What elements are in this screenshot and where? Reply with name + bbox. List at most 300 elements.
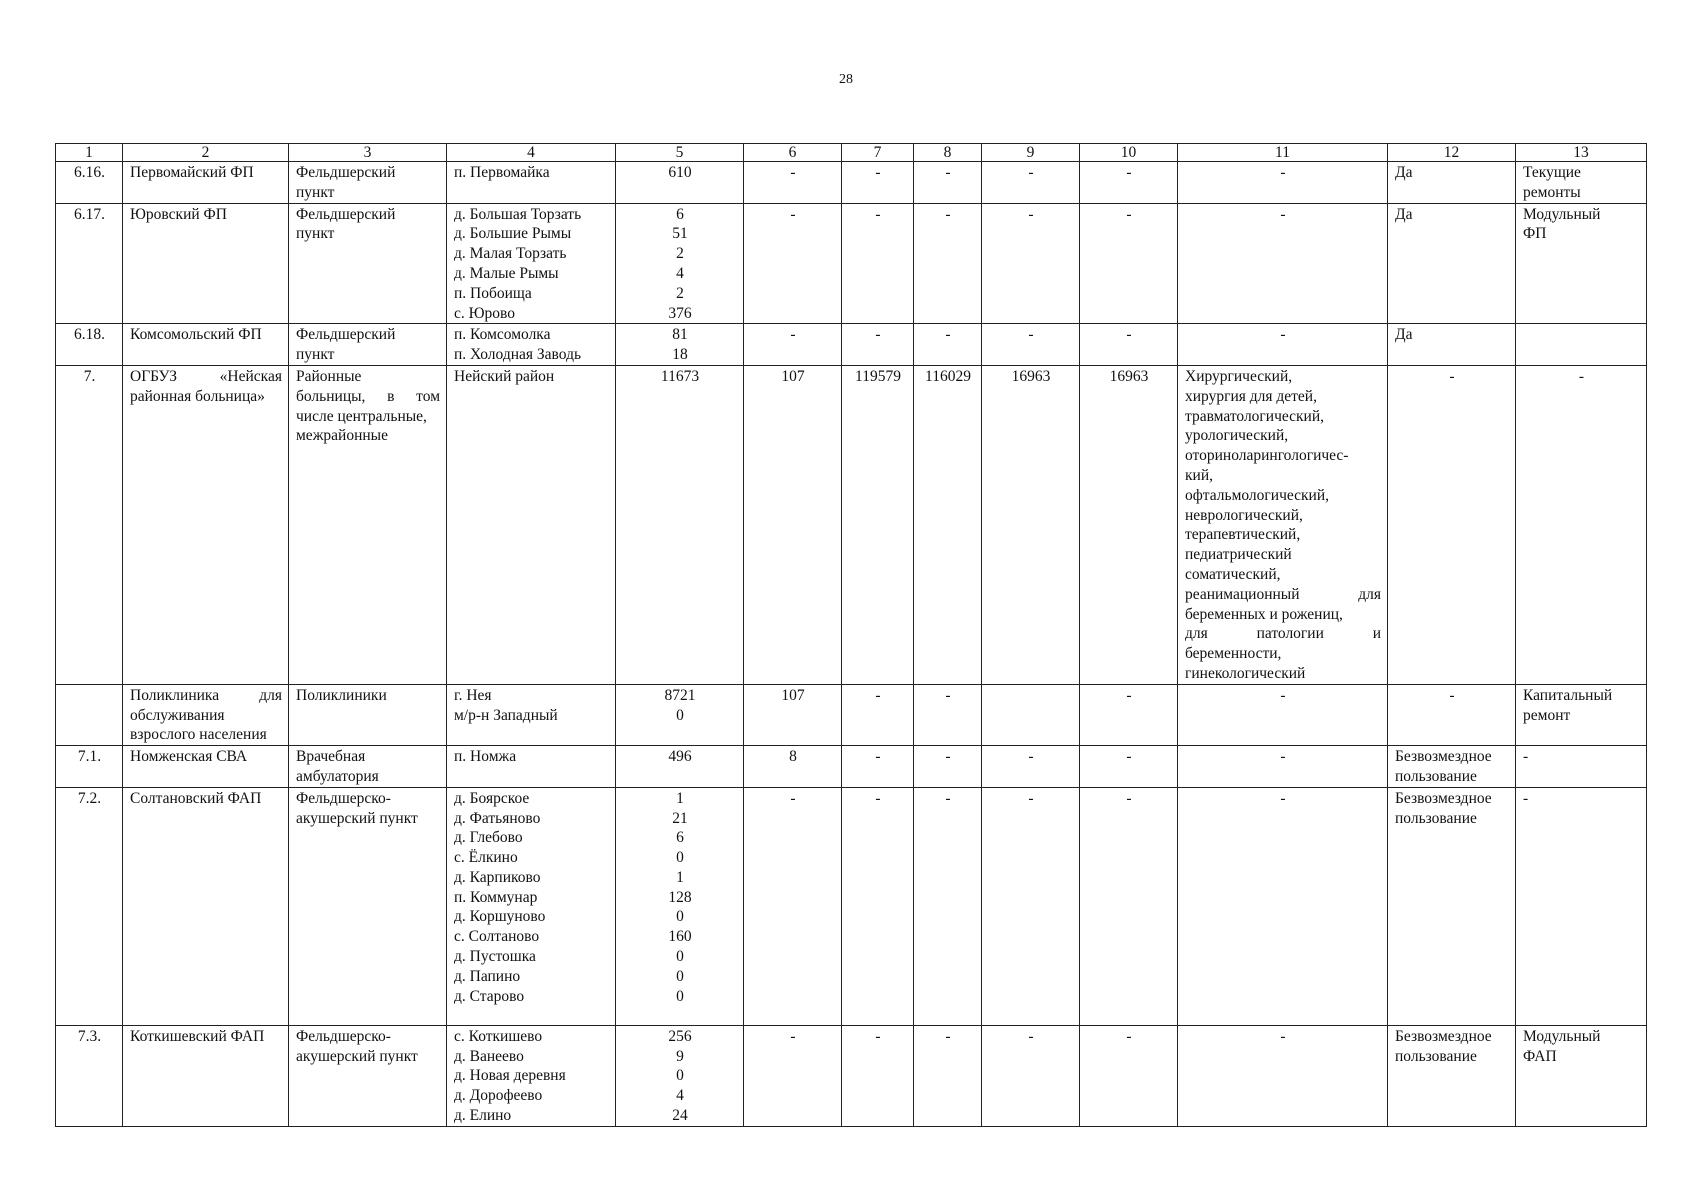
cell-line: кий, [1185,466,1213,484]
notes-cell [1516,787,1647,1025]
profiles-cell [1178,365,1388,684]
cell-line: д. Дорофеево [454,1087,543,1105]
cell-line: обслуживания [130,706,225,724]
cell-line: неврологический, [1185,506,1303,524]
cell-line: - [945,164,951,181]
col7-cell [842,324,914,366]
cell-line: д. Коршуново [454,908,546,926]
column-header: 9 [982,144,1080,162]
cell-line: - [945,326,951,344]
profiles-cell [1178,787,1388,1025]
cell-line: - [790,1027,796,1045]
col9-cell [982,324,1080,366]
cell-line: оториноларингологичес- [1185,447,1349,465]
settlements-cell [447,684,616,745]
col10-cell [1080,1025,1178,1126]
cell-line: Модульный [1523,205,1601,223]
cell-line: межрайонные [296,427,388,445]
cell-line: 21 [672,809,688,827]
cell-line: - [1280,789,1286,807]
cell-line: ремонты [1523,183,1581,201]
col8-cell [914,365,982,684]
status-cell [1388,746,1516,788]
cell-line: Да [1395,205,1413,223]
cell-line: - [945,686,951,704]
col7-cell [842,365,914,684]
cell-line: пользование [1395,767,1477,785]
profiles-cell [1178,1025,1388,1126]
column-header: 4 [447,144,616,162]
cell-line: д. Карпиково [454,868,541,886]
col6-cell [744,1025,842,1126]
cell-line: - [1028,1027,1034,1045]
cell-line: акушерский пункт [296,1047,418,1065]
cell-line: - [945,1027,951,1045]
cell-line: гинекологический [1185,664,1306,682]
cell-line: беременных и рожениц, [1185,605,1343,623]
settlements-cell [447,162,616,204]
cell-line: офтальмологический, [1185,486,1330,504]
table-row [56,1025,1647,1126]
cell-line: - [875,205,881,223]
col6-cell [744,365,842,684]
col10-cell [1080,162,1178,204]
table-row [56,162,1647,204]
cell-line: д. Большая Торзать [454,205,582,223]
column-header: 2 [123,144,289,162]
col10-cell [1080,787,1178,1025]
col6-cell [744,203,842,324]
cell-line: пункт [296,346,335,364]
cell-line: 2 [676,245,684,263]
cell-line: 11673 [660,367,700,385]
cell-line: хирургия для детей, [1185,387,1317,405]
col6-cell [744,787,842,1025]
population-cell [616,746,744,788]
cell-line: - [1449,367,1455,385]
cell-line: - [1280,326,1286,344]
col9-cell [982,746,1080,788]
notes-cell [1516,746,1647,788]
facility-type-cell [289,787,447,1025]
settlements-cell [447,365,616,684]
cell-line: Безвозмездное [1395,789,1492,807]
cell-line: 16963 [1109,367,1149,385]
table-body [56,162,1647,1127]
cell-line: 16963 [1011,367,1051,385]
cell-line: 6.17. [74,205,105,223]
cell-line: - [1523,748,1529,766]
cell-line: д. Елино [454,1106,512,1124]
cell-line: больницы, в том [296,387,440,405]
cell-line: Первомайский ФП [130,164,254,181]
column-header: 3 [289,144,447,162]
cell-line: педиатрический [1185,546,1292,564]
col9-cell [982,684,1080,745]
cell-line: ФАП [1523,1047,1557,1065]
settlements-cell [447,1025,616,1126]
cell-line: амбулатория [296,767,379,785]
cell-line: акушерский пункт [296,809,418,827]
cell-line: 4 [676,1087,684,1105]
status-cell [1388,1025,1516,1126]
cell-line: - [1523,789,1529,807]
cell-line: д. Папино [454,967,521,985]
cell-line: 8 [789,748,797,766]
cell-line: Хирургический, [1185,367,1293,385]
column-header: 7 [842,144,914,162]
cell-line: - [790,164,796,181]
cell-line: - [1280,748,1286,766]
cell-line: пользование [1395,809,1477,827]
profiles-cell [1178,684,1388,745]
column-header: 10 [1080,144,1178,162]
column-header: 12 [1388,144,1516,162]
cell-line: д. Ванеево [454,1047,524,1065]
cell-line: 376 [668,304,692,322]
col8-cell [914,684,982,745]
col10-cell [1080,365,1178,684]
population-cell [616,162,744,204]
settlements-cell [447,746,616,788]
cell-line: м/р-н Западный [454,706,558,724]
cell-line: 24 [672,1106,688,1124]
status-cell [1388,162,1516,204]
cell-line: с. Ёлкино [454,849,518,867]
cell-line: д. Боярское [454,789,530,807]
cell-line: д. Фатьяново [454,809,541,827]
cell-line: 6.18. [74,326,105,344]
cell-line: Солтановский ФАП [130,789,262,807]
facility-name-cell [123,203,289,324]
col7-cell [842,684,914,745]
cell-line: - [945,205,951,223]
status-cell [1388,365,1516,684]
cell-line: Модульный [1523,1027,1601,1045]
notes-cell [1516,203,1647,324]
col10-cell [1080,746,1178,788]
cell-line: 51 [672,225,688,243]
col7-cell [842,787,914,1025]
facility-name-cell [123,684,289,745]
cell-line: - [790,205,796,223]
cell-line: урологический, [1185,427,1289,445]
cell-line: д. Пустошка [454,948,536,966]
cell-line: 128 [668,888,692,906]
cell-line: Юровский ФП [130,205,227,223]
row-number-cell [56,684,123,745]
cell-line: - [875,1027,881,1045]
table-row [56,324,1647,366]
facility-name-cell [123,162,289,204]
cell-line: 7.2. [77,789,102,807]
cell-line: 8721 [664,686,696,704]
cell-line: - [1028,164,1034,181]
cell-line: Районные [296,367,362,385]
cell-line: п. Побоища [454,284,532,302]
cell-line: Да [1395,326,1413,344]
facility-name-cell [123,324,289,366]
column-header: 1 [56,144,123,162]
col9-cell [982,1025,1080,1126]
cell-line: - [1126,789,1132,807]
facility-name-cell [123,1025,289,1126]
cell-line: 107 [781,686,805,704]
col10-cell [1080,203,1178,324]
cell-line: - [1126,326,1132,344]
column-header: 13 [1516,144,1647,162]
column-header: 5 [616,144,744,162]
settlements-cell [447,203,616,324]
cell-line: д. Малая Торзать [454,245,567,263]
cell-line: 6.16. [74,164,105,181]
cell-line: Комсомольский ФП [130,326,262,344]
table-row [56,787,1647,1025]
table-row [56,746,1647,788]
cell-line: 18 [672,346,688,364]
cell-line: 7. [83,367,96,385]
cell-line: п. Коммунар [454,888,538,906]
col8-cell [914,746,982,788]
col8-cell [914,787,982,1025]
row-number-cell [56,162,123,204]
cell-line: соматический, [1185,565,1281,583]
population-cell [616,684,744,745]
cell-line: - [1280,164,1286,181]
cell-line: пункт [296,225,335,243]
cell-line: д. Старово [454,987,525,1005]
cell-line: взрослого населения [130,726,267,744]
cell-line: - [1126,164,1132,181]
col9-cell [982,203,1080,324]
page-number: 28 [839,72,853,87]
population-cell [616,787,744,1025]
cell-line: 107 [781,367,805,385]
col7-cell [842,1025,914,1126]
cell-line: Поликлиника для [130,686,282,704]
profiles-cell [1178,203,1388,324]
cell-line: 116029 [925,367,971,385]
notes-cell [1516,1025,1647,1126]
cell-line: ремонт [1523,706,1571,724]
cell-line: - [875,326,881,344]
cell-line: Номженская СВА [130,748,248,766]
cell-line: 7.1. [77,748,102,766]
cell-line: 1 [676,789,684,807]
cell-line: травматологический, [1185,407,1325,425]
cell-line: ФП [1523,225,1547,243]
cell-line: - [875,686,881,704]
cell-line: районная больница» [130,387,265,405]
population-cell [616,365,744,684]
cell-line: Безвозмездное [1395,748,1492,766]
notes-cell [1516,365,1647,684]
col6-cell [744,746,842,788]
profiles-cell [1178,324,1388,366]
cell-line: - [1126,205,1132,223]
col8-cell [914,324,982,366]
facility-name-cell [123,787,289,1025]
col7-cell [842,162,914,204]
cell-line: 160 [668,928,692,946]
cell-line: 0 [676,1067,684,1085]
col7-cell [842,203,914,324]
cell-line: пункт [296,183,335,201]
col8-cell [914,162,982,204]
cell-line: 496 [668,748,692,766]
cell-line: Фельдшерско- [296,789,391,807]
cell-line: д. Глебово [454,829,523,847]
cell-line: Текущие [1523,164,1581,181]
col9-cell [982,365,1080,684]
population-cell [616,324,744,366]
cell-line: - [875,748,881,766]
cell-line: - [1028,205,1034,223]
notes-cell [1516,324,1647,366]
cell-line: 0 [676,948,684,966]
column-header: 11 [1178,144,1388,162]
col6-cell [744,324,842,366]
cell-line: с. Солтаново [454,928,540,946]
facility-type-cell [289,324,447,366]
facility-type-cell [289,746,447,788]
facility-name-cell [123,746,289,788]
cell-line: Фельдшерский [296,205,396,223]
cell-line: 4 [676,264,684,282]
cell-line: д. Новая деревня [454,1067,566,1085]
cell-line: - [790,789,796,807]
notes-cell [1516,162,1647,204]
cell-line: реанимационный для [1185,585,1381,603]
settlements-cell [447,787,616,1025]
cell-line: - [945,748,951,766]
cell-line: с. Коткишево [454,1027,543,1045]
table-row [56,203,1647,324]
profiles-cell [1178,746,1388,788]
col9-cell [982,787,1080,1025]
table-row [56,365,1647,684]
cell-line: Фельдшерский [296,326,396,344]
cell-line: - [1028,326,1034,344]
cell-line: - [1280,205,1286,223]
cell-line: Врачебная [296,748,366,766]
status-cell [1388,324,1516,366]
row-number-cell [56,1025,123,1126]
cell-line: Капитальный [1523,686,1613,704]
column-header: 8 [914,144,982,162]
cell-line: д. Большие Рымы [454,225,572,243]
cell-line: - [1126,686,1132,704]
col10-cell [1080,684,1178,745]
table-header-row [56,144,1647,162]
facility-name-cell [123,365,289,684]
cell-line: - [790,326,796,344]
row-number-cell [56,746,123,788]
cell-line: д. Малые Рымы [454,264,559,282]
cell-line: 256 [668,1027,692,1045]
population-cell [616,203,744,324]
col7-cell [842,746,914,788]
cell-line: - [1280,686,1286,704]
cell-line: ОГБУЗ «Нейская [130,367,282,385]
cell-line: Фельдшерско- [296,1027,391,1045]
cell-line: 0 [676,706,684,724]
cell-line: - [1028,748,1034,766]
facility-type-cell [289,203,447,324]
cell-line: - [945,789,951,807]
cell-line: 6 [676,205,684,223]
cell-line: Поликлиники [296,686,387,704]
facilities-table [55,143,1647,1127]
col8-cell [914,1025,982,1126]
row-number-cell [56,203,123,324]
cell-line: Коткишевский ФАП [130,1027,265,1045]
cell-line: 610 [668,164,692,181]
cell-line: для патологии и [1185,625,1381,643]
cell-line: 2 [676,284,684,302]
cell-line: 0 [676,987,684,1005]
cell-line: 9 [676,1047,684,1065]
cell-line: 0 [676,967,684,985]
cell-line: - [1126,748,1132,766]
cell-line: Фельдшерский [296,164,396,181]
profiles-cell [1178,162,1388,204]
cell-line: п. Номжа [454,748,517,766]
col10-cell [1080,324,1178,366]
row-number-cell [56,787,123,1025]
col6-cell [744,162,842,204]
cell-line: - [875,789,881,807]
column-header: 6 [744,144,842,162]
cell-line: 0 [676,849,684,867]
cell-line: п. Комсомолка [454,326,551,344]
cell-line: Безвозмездное [1395,1027,1492,1045]
cell-line: терапевтический, [1185,526,1301,544]
cell-line: п. Холодная Заводь [454,346,582,364]
facility-type-cell [289,684,447,745]
cell-line: 7.3. [77,1027,102,1045]
cell-line: Да [1395,164,1413,181]
facility-type-cell [289,1025,447,1126]
cell-line: пользование [1395,1047,1477,1065]
status-cell [1388,203,1516,324]
row-number-cell [56,365,123,684]
notes-cell [1516,684,1647,745]
facility-type-cell [289,162,447,204]
cell-line: - [1028,789,1034,807]
cell-line: беременности, [1185,645,1282,663]
cell-line: 119579 [855,367,901,385]
col9-cell [982,162,1080,204]
cell-line: с. Юрово [454,304,516,322]
status-cell [1388,684,1516,745]
cell-line: числе центральные, [296,407,427,425]
cell-line: 81 [672,326,688,344]
table-row [56,684,1647,745]
row-number-cell [56,324,123,366]
cell-line: - [1126,1027,1132,1045]
cell-line: - [1449,686,1455,704]
col6-cell [744,684,842,745]
facility-type-cell [289,365,447,684]
cell-line: г. Нея [454,686,492,704]
settlements-cell [447,324,616,366]
cell-line: - [875,164,881,181]
cell-line: Нейский район [454,367,555,385]
cell-line: 0 [676,908,684,926]
cell-line: - [1578,367,1585,385]
cell-line: - [1280,1027,1286,1045]
